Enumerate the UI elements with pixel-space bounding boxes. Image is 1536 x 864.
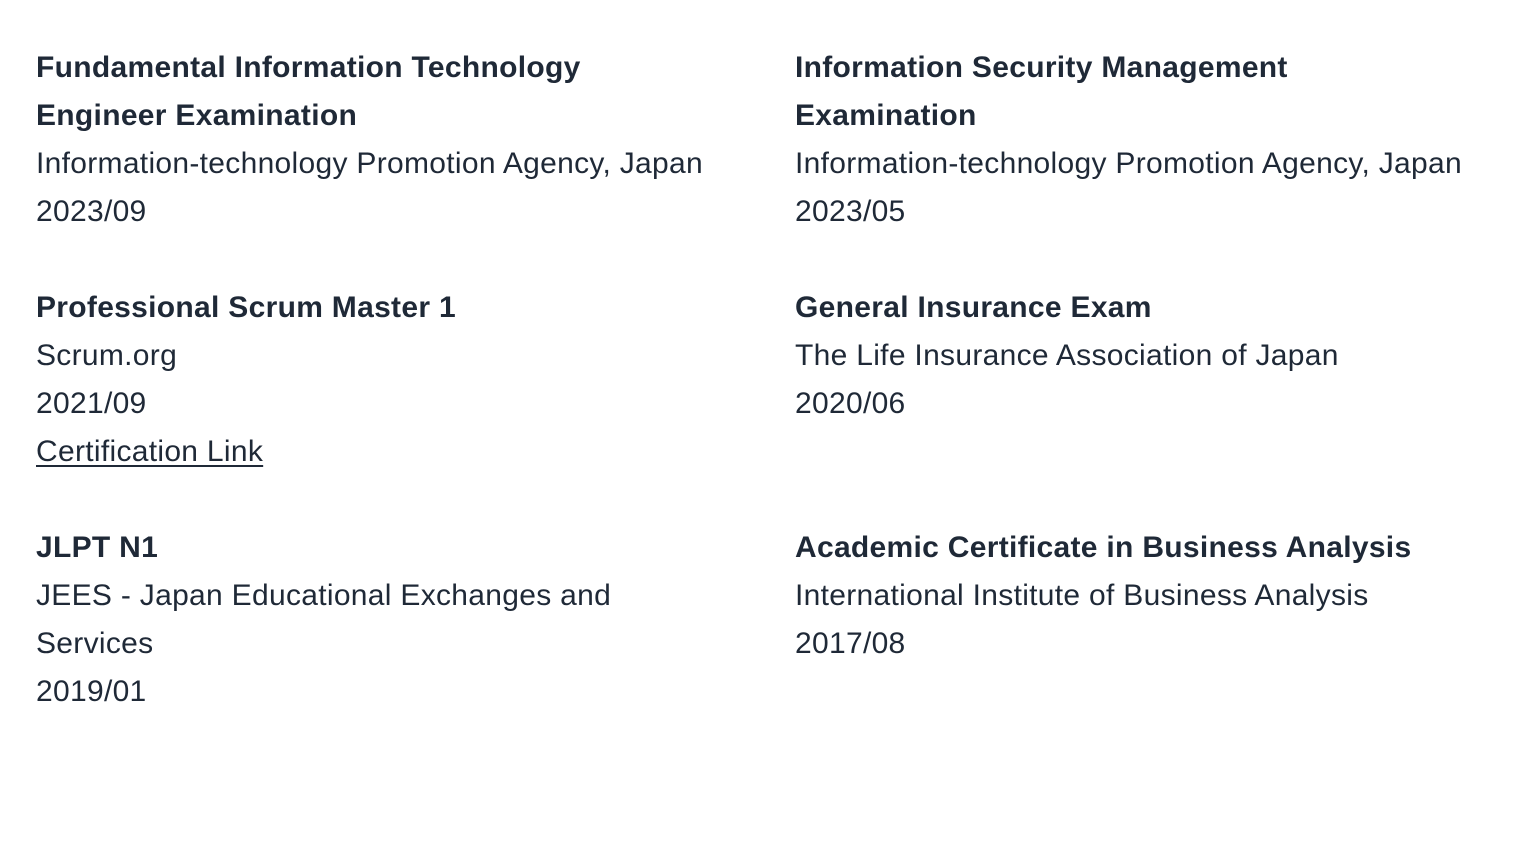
certification-issuer: Information-technology Promotion Agency, Japan — [795, 147, 1462, 180]
certification-item — [795, 284, 1475, 476]
certification-issuer: JEES - Japan Educational Exchanges and Services — [36, 579, 612, 660]
certification-item — [795, 524, 1475, 716]
certification-name: JLPT N1 — [36, 531, 159, 564]
certification-link[interactable]: Certification Link — [36, 435, 264, 468]
certification-name: General Insurance Exam — [795, 291, 1152, 324]
certification-name: Professional Scrum Master 1 — [36, 291, 456, 324]
certification-issuer: The Life Insurance Association of Japan — [795, 339, 1339, 372]
certification-date: 2020/06 — [795, 387, 906, 420]
certification-name: Fundamental Information Technology Engineer Examination — [36, 51, 581, 132]
certification-item — [36, 284, 716, 476]
certification-item — [36, 44, 716, 236]
certification-issuer: Information-technology Promotion Agency, Japan — [36, 147, 703, 180]
certification-issuer: Scrum.org — [36, 339, 178, 372]
certification-item — [36, 524, 716, 716]
certification-name: Academic Certificate in Business Analysis — [795, 531, 1412, 564]
certification-issuer: International Institute of Business Analysis — [795, 579, 1369, 612]
certification-date: 2021/09 — [36, 387, 147, 420]
certification-date: 2019/01 — [36, 675, 147, 708]
certification-date: 2023/09 — [36, 195, 147, 228]
certification-name: Information Security Management Examination — [795, 51, 1288, 132]
certification-date: 2023/05 — [795, 195, 906, 228]
certifications-grid — [36, 44, 1500, 716]
certification-item — [795, 44, 1475, 236]
certification-date: 2017/08 — [795, 627, 906, 660]
